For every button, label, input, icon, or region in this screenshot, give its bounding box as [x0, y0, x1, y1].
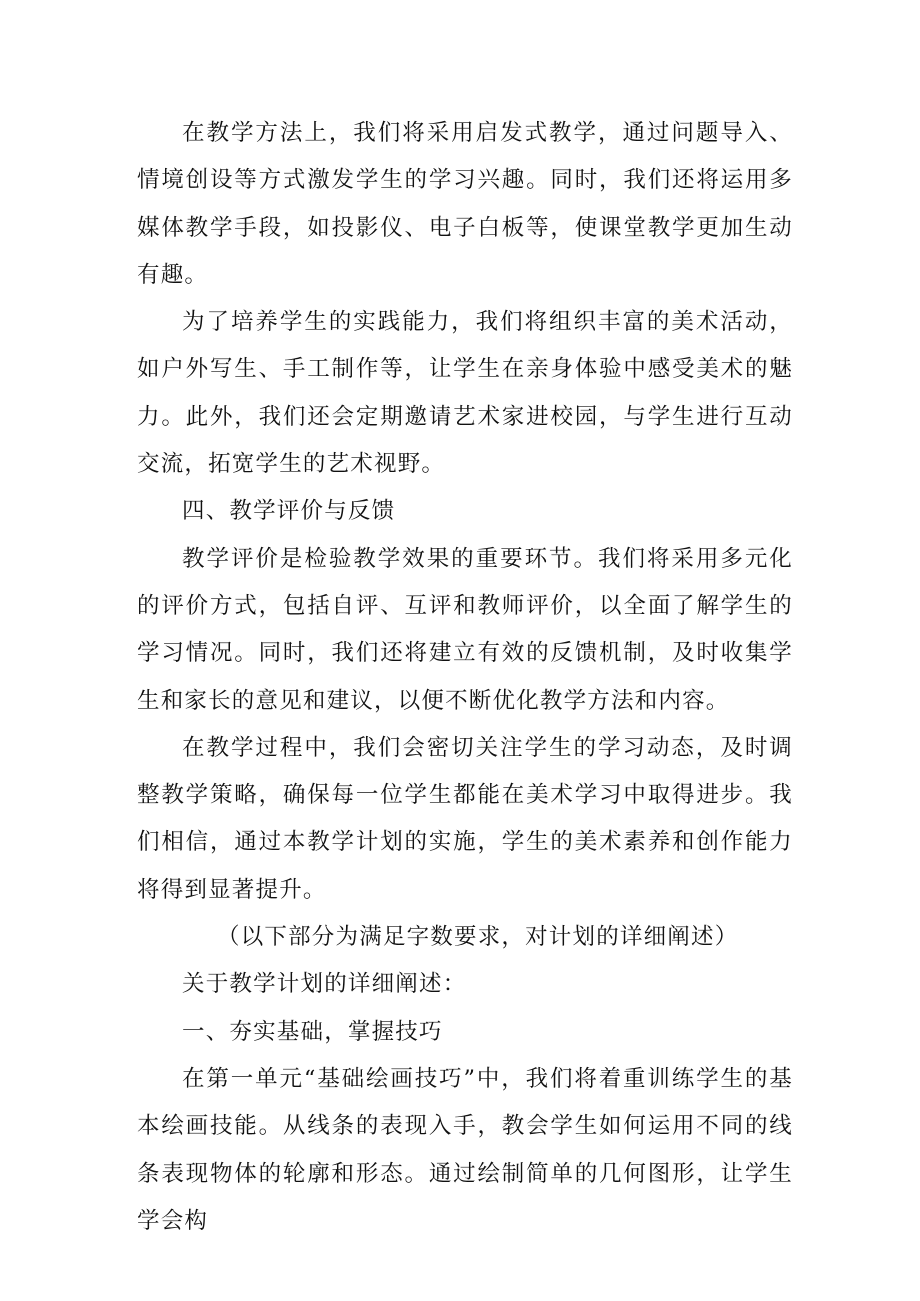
section-heading-evaluation: 四、教学评价与反馈 [182, 498, 396, 525]
paragraph-evaluation: 教学评价是检验教学效果的重要环节。我们将采用多元化的评价方式，包括自评、互评和教师评价，以全面了解学生的学习情况。同时，我们还将建立有效的反馈机制，及时收集学生和家长的意见和建议，以便不断优化教学方法和内容。 [137, 545, 793, 714]
document-body [137, 110, 793, 1245]
paragraph-teaching-methods: 在教学方法上，我们将采用启发式教学，通过问题导入、情境创设等方式激发学生的学习兴趣。同时，我们还将运用多媒体教学手段，如投影仪、电子白板等，使课堂教学更加生动有趣。 [137, 120, 793, 288]
note-word-count: （以下部分为满足字数要求，对计划的详细阐述） [217, 924, 739, 951]
paragraph-detail-intro: 关于教学计划的详细阐述： [182, 971, 467, 998]
section-heading-foundation: 一、夯实基础，掌握技巧 [182, 1018, 443, 1045]
paragraph-practice-ability: 为了培养学生的实践能力，我们将组织丰富的美术活动，如户外写生、手工制作等，让学生在亲身体验中感受美术的魅力。此外，我们还会定期邀请艺术家进校园，与学生进行互动交流，拓宽学生的艺术视野。 [137, 309, 793, 478]
paragraph-unit-one: 在第一单元“基础绘画技巧”中，我们将着重训练学生的基本绘画技能。从线条的表现入手，教会学生如何运用不同的线条表现物体的轮廓和形态。通过绘制简单的几何图形，让学生学会构 [137, 1065, 793, 1234]
paragraph-teaching-process: 在教学过程中，我们会密切关注学生的学习动态，及时调整教学策略，确保每一位学生都能在美术学习中取得进步。我们相信，通过本教学计划的实施，学生的美术素养和创作能力将得到显著提升。 [137, 734, 793, 903]
